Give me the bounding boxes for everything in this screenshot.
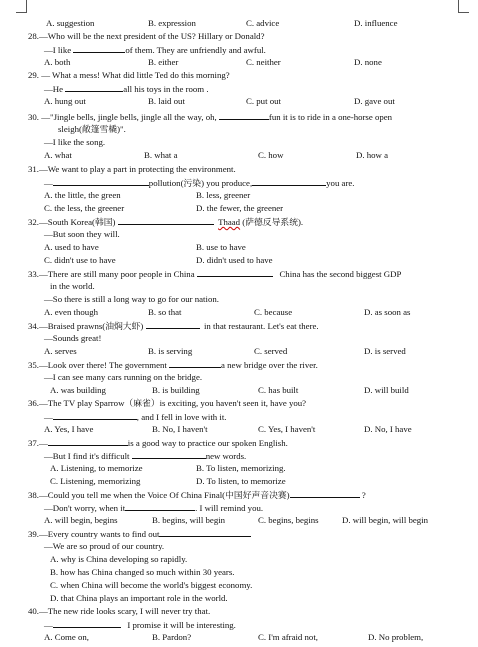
answer-blank[interactable] <box>65 82 123 92</box>
q40-option-a: A. Come on, <box>44 632 89 642</box>
question-number: 36. <box>28 398 39 408</box>
q37-option-a: A. Listening, to memorize <box>50 463 143 473</box>
q37-option-b: B. To listen, memorizing. <box>196 463 286 473</box>
question-number: 28. <box>28 31 39 41</box>
q32-option-a: A. used to have <box>44 242 99 252</box>
q27-option-d: D. influence <box>354 18 398 28</box>
q38-line2: —Don't worry, when it . I will remind you. <box>44 503 264 513</box>
q37-line2: —But I find it's difficult new words. <box>44 451 247 461</box>
q32-option-d: D. didn't used to have <box>196 255 273 265</box>
q36-stem: 36.—The TV play Sparrow（麻雀）is exciting, you haven't seen it, have you? <box>28 398 307 408</box>
q28-option-d: D. none <box>354 57 382 67</box>
q32-option-c: C. didn't use to have <box>44 255 116 265</box>
answer-blank[interactable] <box>197 267 273 277</box>
answer-blank[interactable] <box>132 449 206 459</box>
q33-stem: 33.—There are still many poor people in China China has the second biggest GDP <box>28 269 402 279</box>
question-number: 39. <box>28 529 39 539</box>
q37-option-c: C. Listening, memorizing <box>50 476 141 486</box>
question-number: 30. <box>28 112 39 122</box>
q35-stem: 35.—Look over there! The government a new bridge over the river. <box>28 360 318 370</box>
q28-option-c: C. neither <box>246 57 281 67</box>
q35-option-c: C. has built <box>258 385 299 395</box>
q28-stem <box>28 30 265 42</box>
q36-option-c: C. Yes, I haven't <box>258 424 316 434</box>
q33-option-b: B. so that <box>148 307 182 317</box>
q38-stem: 38.—Could you tell me when the Voice Of China Final(中国好声音决赛) ? <box>28 490 366 500</box>
q34-option-a: A. serves <box>44 346 77 356</box>
q30-option-a: A. what <box>44 150 72 160</box>
q31-option-a: A. the little, the green <box>44 190 121 200</box>
q33-option-c: C. because <box>254 307 293 317</box>
q31-option-b: B. less, greener <box>196 190 251 200</box>
q28-option-b: B. either <box>148 57 179 67</box>
q32-stem: 32.—South Korea(韩国) Thaad (萨德反导系统). <box>28 217 304 227</box>
question-number: 33. <box>28 269 39 279</box>
q31-stem: 31.—We want to play a part in protecting the environment. <box>28 164 236 174</box>
q39-line2: —We are so proud of our country. <box>44 541 165 551</box>
crop-mark-left <box>16 0 27 13</box>
q36-option-d: D. No, I have <box>364 424 412 434</box>
q38-option-b: B. begins, will begin <box>152 515 226 525</box>
question-number: 37. <box>28 438 39 448</box>
answer-blank[interactable] <box>53 618 121 628</box>
q40-stem: 40.—The new ride looks scary, I will never try that. <box>28 606 211 616</box>
q40-option-b: B. Pardon? <box>152 632 192 642</box>
q34-line2: —Sounds great! <box>44 333 102 343</box>
q30-line3: —I like the song. <box>44 137 106 147</box>
q39-option-c: C. when China will become the world's biggest economy. <box>50 580 253 590</box>
answer-blank[interactable] <box>48 436 128 446</box>
q36-option-a: A. Yes, I have <box>44 424 94 434</box>
q27-option-b: B. expression <box>148 18 196 28</box>
answer-blank[interactable] <box>252 176 326 186</box>
answer-blank[interactable] <box>290 488 360 498</box>
question-number: 34. <box>28 321 39 331</box>
answer-blank[interactable] <box>53 176 149 186</box>
answer-blank[interactable] <box>219 110 269 120</box>
q35-option-b: B. is building <box>152 385 200 395</box>
q28-option-a: A. both <box>44 57 71 67</box>
q30-line2: sleigh(敞篷雪橇)". <box>58 124 126 134</box>
q29-option-a: A. hung out <box>44 96 86 106</box>
q33-option-a: A. even though <box>44 307 98 317</box>
q34-option-b: B. is serving <box>148 346 193 356</box>
q30-option-d: D. how a <box>356 150 389 160</box>
q33-line3: —So there is still a long way to go for our nation. <box>44 294 219 304</box>
question-number: 31. <box>28 164 39 174</box>
q31-option-c: C. the less, the greener <box>44 203 125 213</box>
q34-stem: 34.—Braised prawns(油焖大虾) in that restaurant. Let's eat there. <box>28 321 319 331</box>
q37-stem: 37.— is a good way to practice our spoken English. <box>28 438 288 448</box>
q39-option-a: A. why is China developing so rapidly. <box>50 554 188 564</box>
q33-line2: in the world. <box>50 281 95 291</box>
q32-option-b: B. use to have <box>196 242 246 252</box>
q35-line2: —I can see many cars running on the bridge. <box>44 372 203 382</box>
q29-option-b: B. laid out <box>148 96 185 106</box>
q40-option-c: C. I'm afraid not, <box>258 632 318 642</box>
q29-stem: 29. — What a mess! What did little Ted do this morning? <box>28 70 230 80</box>
q27-option-c: C. advice <box>246 18 280 28</box>
q28-line1: —Who will be the next president of the US? Hillary or Donald? <box>39 31 265 41</box>
q30-option-b: B. what a <box>144 150 178 160</box>
q35-option-a: A. was building <box>50 385 106 395</box>
q38-option-a: A. will begin, begins <box>44 515 118 525</box>
q36-option-b: B. No, I haven't <box>152 424 208 434</box>
question-number: 35. <box>28 360 39 370</box>
q38-option-d: D. will begin, will begin <box>342 515 429 525</box>
q33-option-d: D. as soon as <box>364 307 411 317</box>
q40-option-d: D. No problem, <box>368 632 424 642</box>
crop-mark-right <box>458 0 469 13</box>
q40-line2: — I promise it will be interesting. <box>44 620 236 630</box>
answer-blank[interactable] <box>146 319 200 329</box>
q36-line2: — , and I fell in love with it. <box>44 412 227 422</box>
answer-blank[interactable] <box>53 410 137 420</box>
q29-option-c: C. put out <box>246 96 281 106</box>
answer-blank[interactable] <box>159 527 251 537</box>
question-number: 38. <box>28 490 39 500</box>
q29-line2: —He all his toys in the room . <box>44 84 209 94</box>
q30-stem: 30. —"Jingle bells, jingle bells, jingle all the way, oh, fun it is to ride in a one-horse open <box>28 112 393 122</box>
answer-blank[interactable] <box>73 43 125 53</box>
answer-blank[interactable] <box>169 358 221 368</box>
q39-stem: 39.—Every country wants to find out <box>28 527 251 539</box>
q37-option-d: D. To listen, to memorize <box>196 476 286 486</box>
q39-option-d: D. that China plays an important role in the world. <box>50 593 228 603</box>
q38-option-c: C. begins, begins <box>258 515 319 525</box>
q30-option-c: C. how <box>258 150 284 160</box>
answer-blank[interactable] <box>125 501 195 511</box>
q31-option-d: D. the fewer, the greener <box>196 203 284 213</box>
q28-line2: —I like of them. They are unfriendly and awful. <box>44 45 266 55</box>
q29-option-d: D. gave out <box>354 96 395 106</box>
question-number: 40. <box>28 606 39 616</box>
question-number: 29. <box>28 70 39 80</box>
q39-option-b: B. how has China changed so much within 30 years. <box>50 567 235 577</box>
q32-line2: —But soon they will. <box>44 229 120 239</box>
q31-line2: — pollution(污染) you produce, you are. <box>44 178 355 188</box>
q27-option-a: A. suggestion <box>46 18 95 28</box>
q34-option-c: C. served <box>254 346 288 356</box>
q34-option-d: D. is served <box>364 346 406 356</box>
q35-option-d: D. will build <box>364 385 409 395</box>
question-number: 32. <box>28 217 39 227</box>
answer-blank[interactable] <box>118 215 214 225</box>
